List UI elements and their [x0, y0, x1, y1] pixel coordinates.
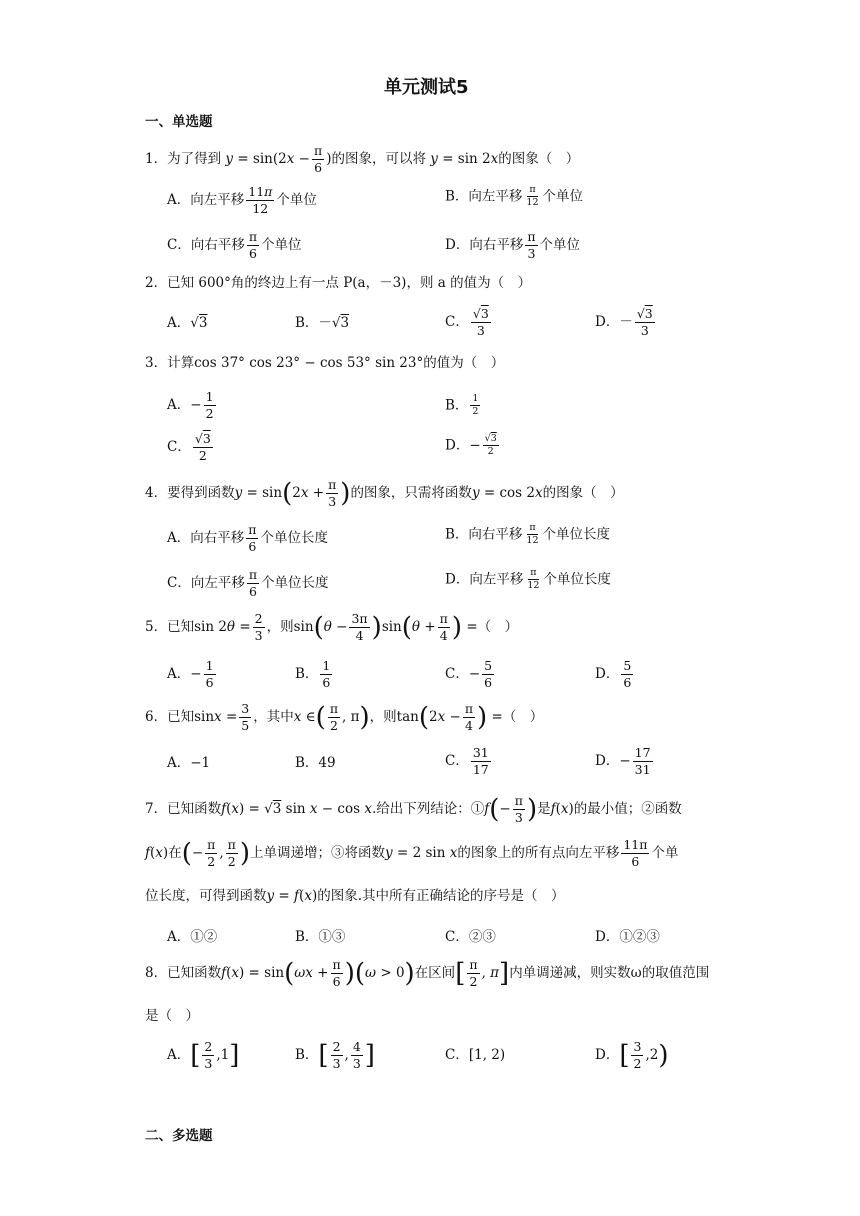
q4-option-d[interactable]: D．向左平移 $\frac{\pi}{12}$ 个单位长度	[445, 567, 611, 592]
question-7-line-3: 位长度，可得到函数y = f(x)的图象.其中所有正确结论的序号是（ ）	[145, 888, 565, 904]
q5-option-c[interactable]: C．− $\frac{5}{6}$	[445, 658, 493, 690]
q4-option-a[interactable]: A．向右平移 $\frac{\pi}{6}$ 个单位长度	[167, 522, 328, 554]
q5-option-a[interactable]: A．− $\frac{1}{6}$	[167, 658, 214, 690]
question-2: 2．已知 600°角的终边上有一点 P(a，－3)，则 a 的值为（ ）	[145, 275, 532, 291]
q2-option-b[interactable]: B．－√3	[295, 315, 350, 331]
question-8-line-1: 8．已知函数f(x) = sin(ωx + $\frac{\pi}{6}$ )(ω > 0)在区间[ $\frac{\pi}{2}$ , π]内单调递减，则实数ω的取值范围	[145, 957, 710, 989]
q3-option-a[interactable]: A．− $\frac{1}{2}$	[167, 389, 214, 421]
question-7-line-1: 7．已知函数f(x) = √3 sin x − cos x.给出下列结论：①f(− $\frac{\pi}{3}$ )是f(x)的最小值；②函数	[145, 793, 682, 825]
question-5: 5．已知sin 2θ = $\frac{2}{3}$ ，则sin(θ − $\frac{3\pi}{4}$ )sin(θ + $\frac{\pi}{4}$ ) =（ ）	[145, 611, 519, 643]
q5-option-b[interactable]: B． $\frac{1}{6}$	[295, 658, 331, 690]
q8-option-b[interactable]: B．[ $\frac{2}{3}$ , $\frac{4}{3}$ ]	[295, 1039, 375, 1071]
q7-option-a[interactable]: A．①②	[167, 929, 218, 945]
question-4: 4．要得到函数y = sin(2x + $\frac{\pi}{3}$ )的图象，只需将函数y = cos 2x的图象（ ）	[145, 477, 624, 509]
question-6: 6．已知sinx = $\frac{3}{5}$ ，其中x ∈( $\frac{\pi}{2}$ , π)，则tan(2x − $\frac{\pi}{4}$ ) =（ ）	[145, 701, 544, 733]
q6-option-a[interactable]: A．−1	[167, 755, 211, 771]
q1-option-d[interactable]: D．向右平移 $\frac{\pi}{3}$ 个单位	[445, 229, 581, 261]
q1-option-c[interactable]: C．向右平移 $\frac{\pi}{6}$ 个单位	[167, 229, 302, 261]
q2-option-a[interactable]: A．√3	[167, 315, 208, 331]
q6-option-c[interactable]: C． $\frac{31}{17}$	[445, 745, 489, 777]
question-7-line-2: f(x)在(− $\frac{\pi}{2}$ , $\frac{\pi}{2}$ )上单调递增；③将函数y = 2 sin x的图象上的所有点向左平移 $\frac{11\pi}{6}$ 个单	[145, 837, 679, 869]
question-3: 3．计算cos 37° cos 23° − cos 53° sin 23°的值为（ ）	[145, 355, 505, 371]
q8-option-c[interactable]: C．[1, 2)	[445, 1047, 506, 1063]
q3-option-c[interactable]: C． $\frac{√3}{2}$	[167, 431, 211, 463]
question-8-line-2: 是（ ）	[145, 1008, 199, 1024]
q1-text-pre: 为了得到	[167, 150, 222, 167]
q7-option-b[interactable]: B．①③	[295, 929, 346, 945]
q4-option-c[interactable]: C．向左平移 $\frac{\pi}{6}$ 个单位长度	[167, 567, 329, 599]
question-1: 1．为了得到 y = sin(2x − $\frac{\pi}{6}$ )的图象，可以将 y = sin 2x的图象（ ）	[145, 143, 580, 175]
q7-option-c[interactable]: C．②③	[445, 929, 496, 945]
q2-option-d[interactable]: D．－ $\frac{√3}{3}$	[595, 306, 653, 338]
q1-option-b[interactable]: B．向左平移 $\frac{\pi}{12}$ 个单位	[445, 184, 584, 209]
q7-option-d[interactable]: D．①②③	[595, 929, 660, 945]
page-title: 单元测试5	[384, 77, 469, 98]
q3-option-b[interactable]: B． $\frac{1}{2}$	[445, 393, 479, 418]
q1-text-post: 的图象（ ）	[498, 150, 580, 167]
q3-option-d[interactable]: D．− $\frac{√3}{2}$	[445, 433, 497, 458]
section-heading-multiple-choice: 二、多选题	[145, 1128, 213, 1144]
q6-option-b[interactable]: B．49	[295, 755, 336, 771]
q5-option-d[interactable]: D． $\frac{5}{6}$	[595, 658, 632, 690]
section-heading-single-choice: 一、单选题	[145, 114, 213, 130]
q6-option-d[interactable]: D．− $\frac{17}{31}$	[595, 745, 651, 777]
q1-option-a[interactable]: A．向左平移 $\frac{11\pi}{12}$ 个单位	[167, 184, 317, 216]
q1-text-mid: 的图象，可以将	[331, 150, 426, 167]
q8-option-d[interactable]: D．[ $\frac{3}{2}$ ,2)	[595, 1039, 669, 1071]
q2-option-c[interactable]: C． $\frac{√3}{3}$	[445, 306, 489, 338]
q1-number: 1．	[145, 150, 168, 167]
q4-option-b[interactable]: B．向右平移 $\frac{\pi}{12}$ 个单位长度	[445, 522, 611, 547]
q8-option-a[interactable]: A．[ $\frac{2}{3}$ ,1]	[167, 1039, 240, 1071]
